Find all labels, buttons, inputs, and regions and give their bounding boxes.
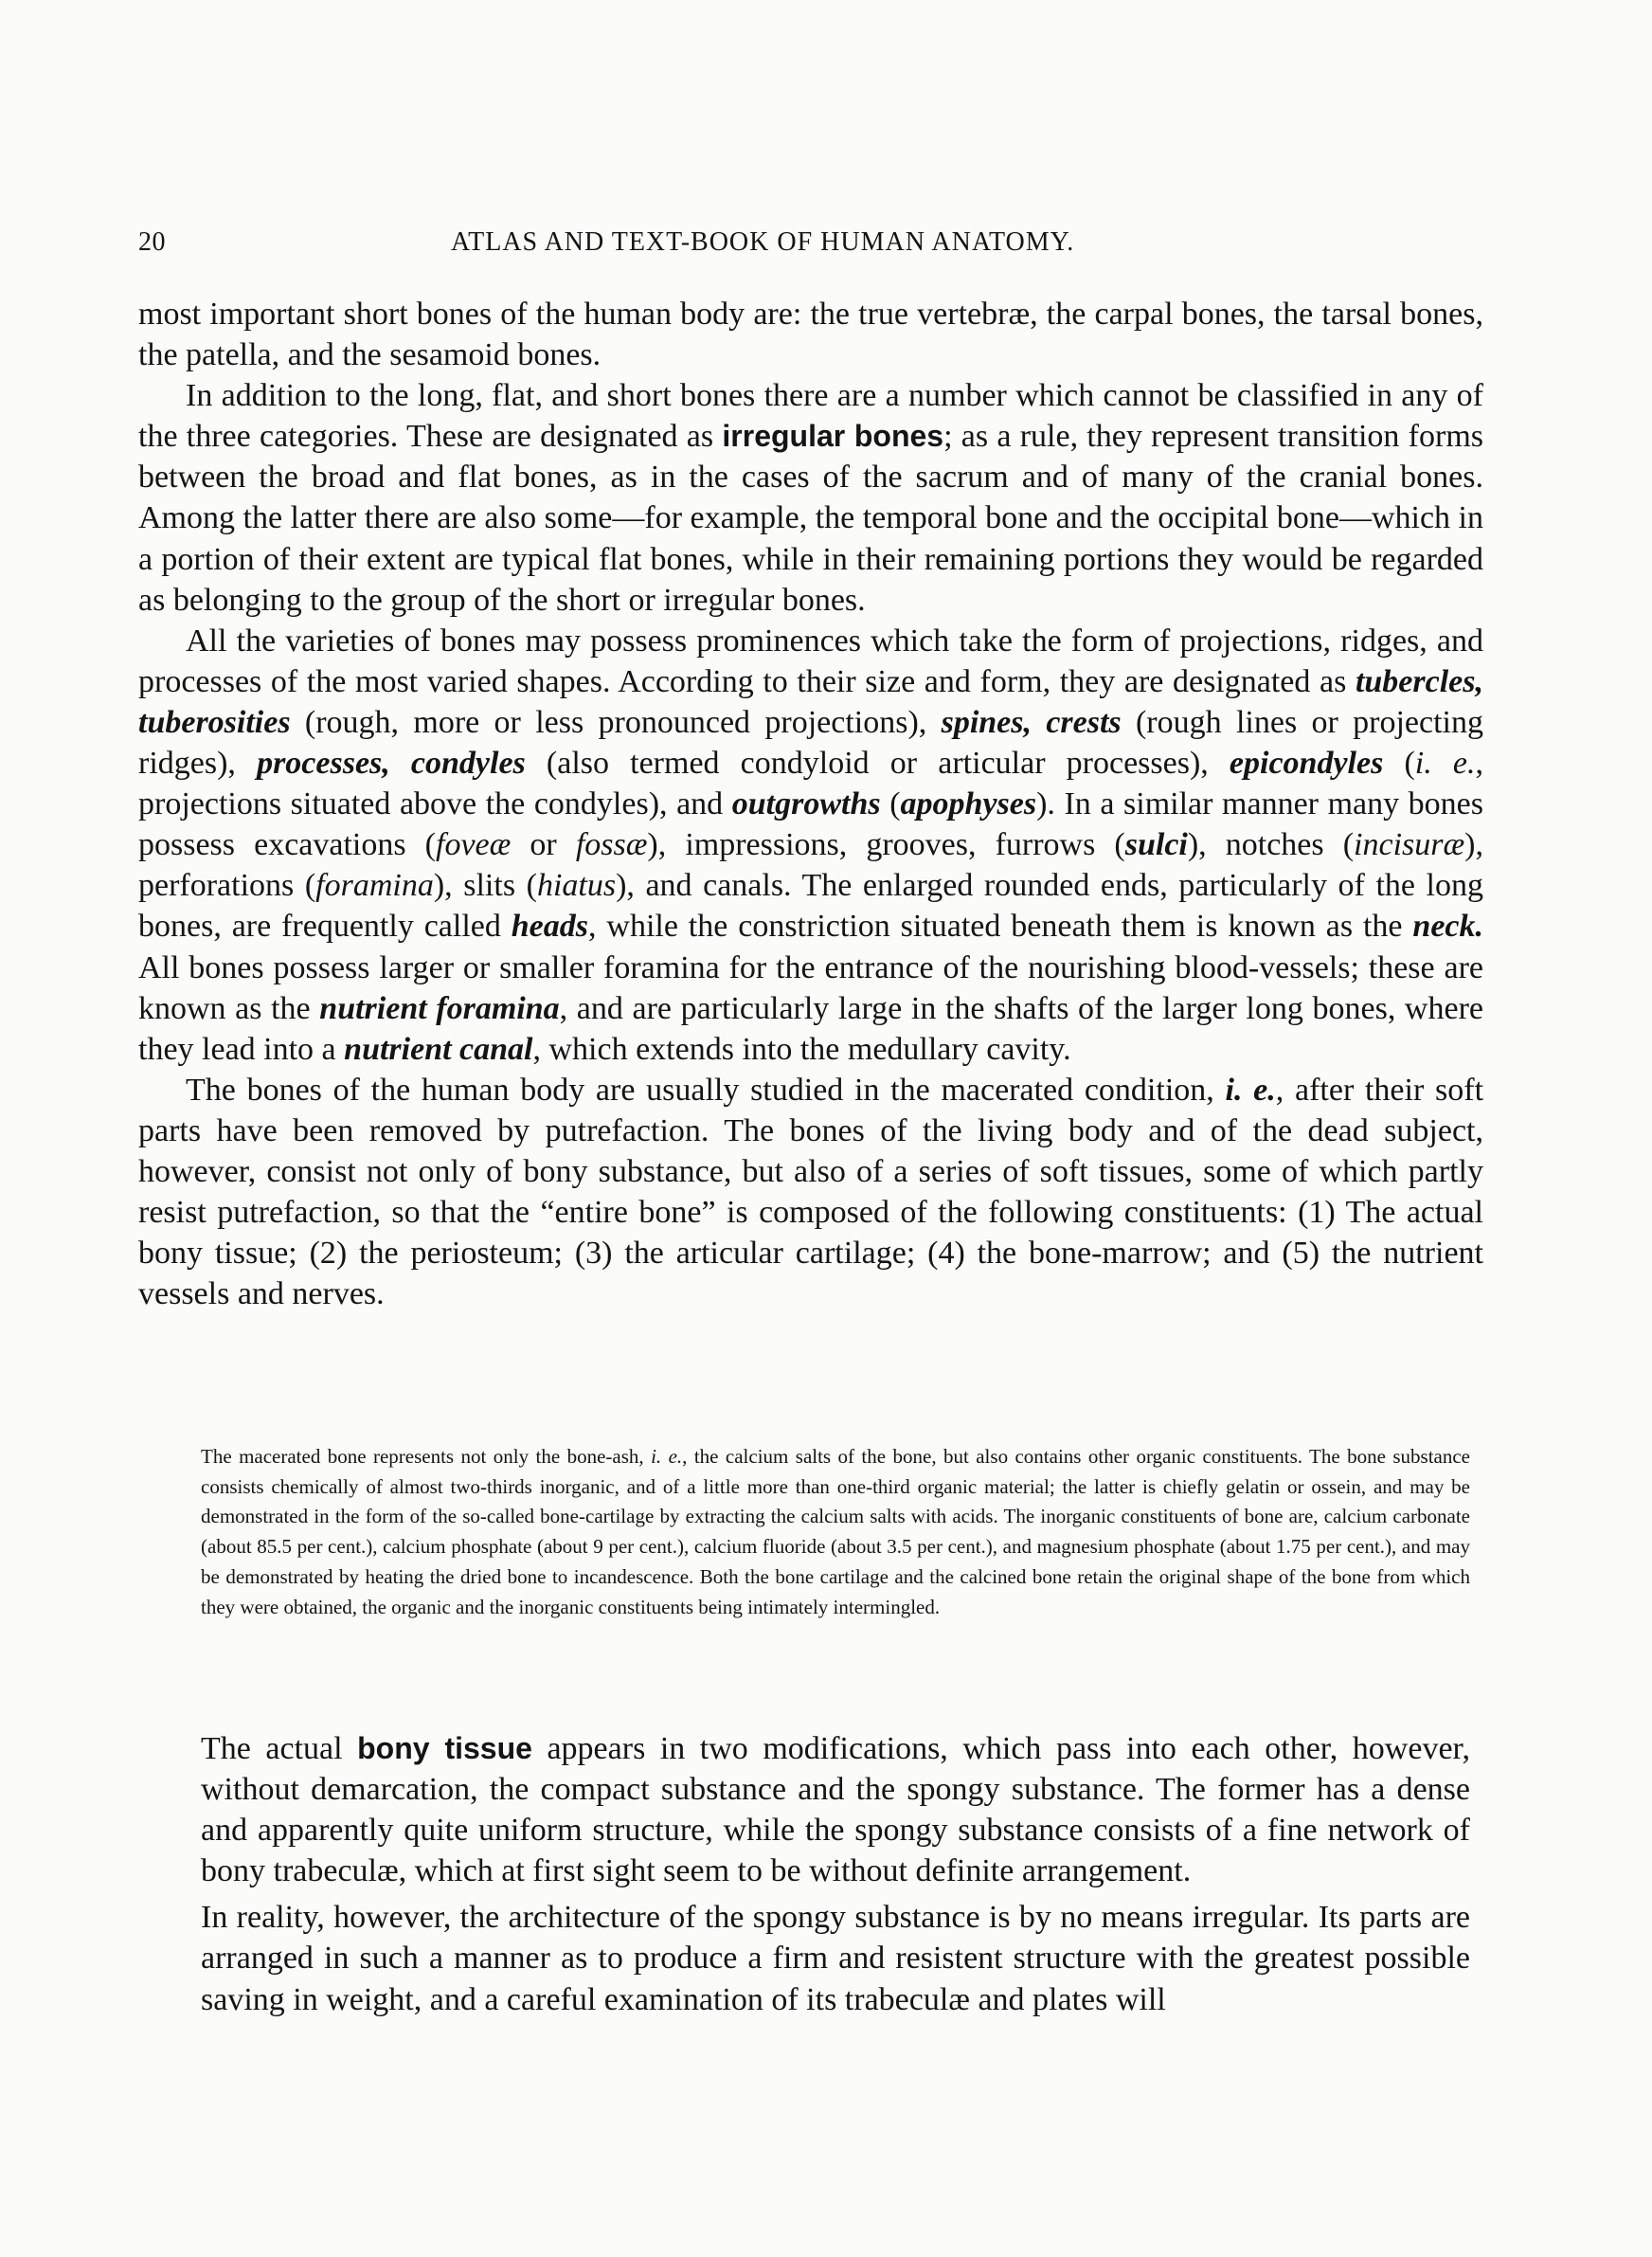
term-incisurae: incisuræ xyxy=(1354,827,1465,863)
page-number: 20 xyxy=(138,227,166,257)
p3-text: ), and canals. The enlarged rounded ends, particularly of the long bones, are frequently called xyxy=(138,868,1483,945)
term-spines: spines, crests xyxy=(941,704,1122,740)
term-outgrowths: outgrowths xyxy=(731,786,881,822)
p3-text: (also termed condyloid or articular processes), xyxy=(525,746,1230,782)
note-paragraph xyxy=(201,1442,1470,1622)
term-nutrient-foramina: nutrient foramina xyxy=(319,990,560,1026)
p3-text: All bones possess larger or smaller foramina for the entrance of the nourishing blood-vessels; these are known as the xyxy=(138,949,1483,1026)
abbr-ie: i. e. xyxy=(1225,1072,1276,1108)
p2-text-c: ; as a rule, they represent transition forms between the broad and flat bones, as in the cases of the sacrum and of many of the cranial bones. Among the latter there are also some—for example, the temporal bone and the occipital bone—which in a portion of their extent are typical flat bones, while in their remaining portions they would be regarded as belonging to the group of the short or irregular bones. xyxy=(138,419,1484,618)
p5-text-a: The actual xyxy=(201,1731,358,1766)
term-fossae: fossæ xyxy=(575,827,648,863)
paragraph-3 xyxy=(138,621,1483,1070)
term-heads: heads xyxy=(511,909,588,945)
p5-text-c: appears in two modifications, which pass into each other, however, without demarcation, the compact substance and the spongy substance. The former has a dense and apparently quite uniform structure, while the spongy substance consists of a fine network of bony trabeculæ, which at first sight seem to be without definite arrangement. xyxy=(201,1731,1470,1889)
p4-text-a: The bones of the human body are usually studied in the macerated condition, xyxy=(186,1072,1226,1108)
paragraph-1: most important short bones of the human body are: the true vertebræ, the carpal bones, the tarsal bones, the patella, and the sesamoid bones. xyxy=(138,297,1483,373)
paragraph-6: In reality, however, the architecture of the spongy substance is by no means irregular. Its parts are arranged in such a manner as to produce a firm and resistent structure with the greatest possible saving in weight, and a careful examination of its trabeculæ and plates will xyxy=(201,1900,1470,2017)
irregular-bones-term: irregular bones xyxy=(722,419,944,454)
note-abbr-ie: i. e. xyxy=(651,1445,683,1468)
p3-text: , while the constriction situated beneath them is known as the xyxy=(588,909,1413,945)
main-text xyxy=(138,294,1483,1314)
term-nutrient-canal: nutrient canal xyxy=(344,1031,533,1067)
term-neck: neck. xyxy=(1412,909,1483,945)
paragraph-5 xyxy=(201,1728,1470,1891)
p3-text: (rough, more or less pronounced projections), xyxy=(290,704,942,740)
p4-text-c: , after their soft parts have been removed by putrefaction. The bones of the living body and of the dead subject, however, consist not only of bony substance, but also of a series of soft tissues, some of which partly resist putrefaction, so that the “entire bone” is composed of the following constituents: (1) The actual bony tissue; (2) the periosteum; (3) the articular cartilage; (4) the bone-marrow; and (5) the nutrient vessels and nerves. xyxy=(138,1072,1484,1312)
p3-text: ), notches ( xyxy=(1187,827,1355,863)
p3-text: ), slits ( xyxy=(433,868,537,904)
paragraph-2 xyxy=(138,375,1483,621)
p3-text: , and are particularly large in the shafts of the larger long bones, where they lead into a xyxy=(138,990,1483,1067)
p3-text: or xyxy=(511,827,576,863)
term-processes: processes, condyles xyxy=(257,746,526,782)
continued-text xyxy=(201,1728,1470,2020)
p3-text: ), perforations ( xyxy=(138,827,1483,904)
term-hiatus: hiatus xyxy=(536,868,617,904)
p3-text: ( xyxy=(1383,746,1415,782)
bony-tissue-term: bony tissue xyxy=(357,1731,532,1765)
term-tubercles: tubercles, tuberosities xyxy=(138,663,1483,740)
p3-text: ( xyxy=(880,786,901,822)
p3-text: All the varieties of bones may possess prominences which take the form of projections, ridges, and processes of the most varied shapes. According to their size and form, they are designated as xyxy=(138,623,1483,699)
p2-text-a: In addition to the long, flat, and short bones there are a number which cannot be classified in any of the three categories. These are designated as xyxy=(138,378,1483,455)
p3-text: (rough lines or projecting ridges), xyxy=(138,704,1483,782)
p3-text: , which extends into the medullary cavity. xyxy=(532,1031,1071,1067)
note-text-c: , the calcium salts of the bone, but also contains other organic constituents. The bone substance consists chemically of almost two-thirds inorganic, and of a little more than one-third organic material; the latter is chiefly gelatin or ossein, and may be demonstrated in the form of the so-called bone-cartilage by extracting the calcium salts with acids. The inorganic constituents of bone are, calcium carbonate (about 85.5 per cent.), calcium phosphate (about 9 per cent.), calcium fluoride (about 3.5 per cent.), and magnesium phosphate (about 1.75 per cent.), and may be demonstrated by heating the dried bone to incandescence. Both the bone cartilage and the calcined bone retain the original shape of the bone from which they were obtained, the organic and the inorganic constituents being intimately intermingled. xyxy=(201,1445,1471,1618)
paragraph-4 xyxy=(138,1070,1483,1315)
running-header xyxy=(138,227,1483,265)
footnote-small-print xyxy=(201,1442,1470,1622)
term-foveae: foveæ xyxy=(436,827,512,863)
note-text-a: The macerated bone represents not only the bone-ash, xyxy=(201,1445,652,1468)
p3-text: ), impressions, grooves, furrows ( xyxy=(647,827,1125,863)
term-epicondyles: epicondyles xyxy=(1229,746,1384,782)
p3-text: ). In a similar manner many bones possess excavations ( xyxy=(138,786,1484,863)
p3-text: , projections situated above the condyles), and xyxy=(138,746,1483,822)
abbr-ie: i. e. xyxy=(1414,746,1476,782)
term-foramina: foramina xyxy=(315,868,434,904)
term-sulci: sulci xyxy=(1124,827,1188,863)
running-title: ATLAS AND TEXT-BOOK OF HUMAN ANATOMY. xyxy=(451,227,1075,257)
term-apophyses: apophyses xyxy=(900,786,1037,822)
